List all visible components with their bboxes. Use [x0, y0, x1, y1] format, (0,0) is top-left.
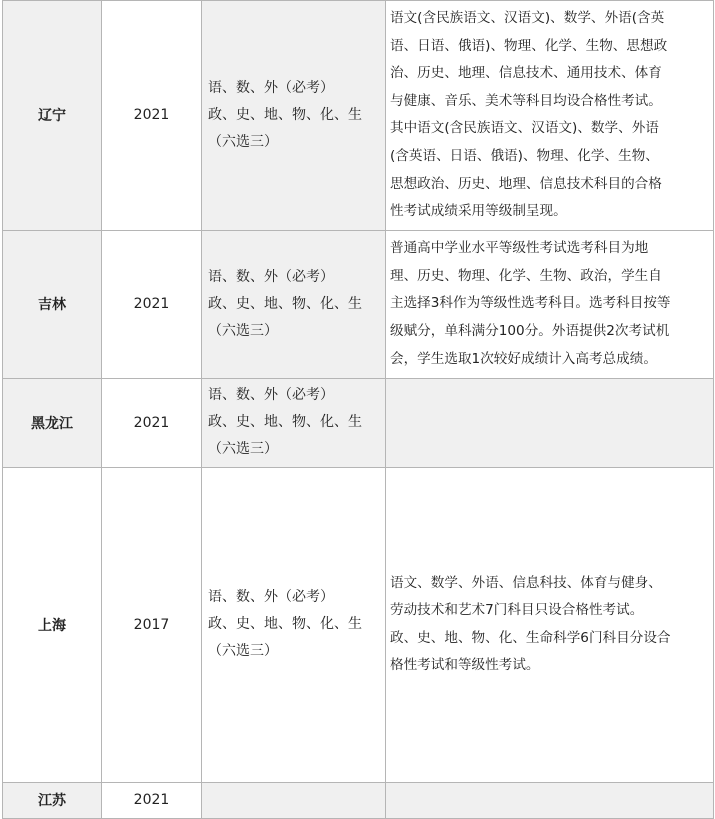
note-line: 政、史、地、物、化、生命科学6门科目分设合: [390, 629, 671, 646]
province-cell: 辽宁: [3, 1, 102, 231]
table-row: [3, 230, 714, 378]
subjects-line: 政、史、地、物、化、生: [208, 295, 362, 312]
gaokao-reform-table: [2, 0, 714, 819]
province-cell: 江苏: [3, 782, 102, 818]
table-row: [3, 467, 714, 782]
subjects-line: （六选三）: [208, 441, 278, 458]
subjects-line: （六选三）: [208, 322, 278, 339]
table-body: [3, 1, 714, 819]
notes-cell: [386, 1, 714, 231]
year-cell: 2017: [102, 467, 202, 782]
year-cell: 2021: [102, 1, 202, 231]
subjects-line: 语、数、外（必考）: [208, 268, 334, 285]
province-cell: 黑龙江: [3, 378, 102, 467]
note-line: 语文、数学、外语、信息科技、体育与健身、: [390, 574, 662, 591]
notes-cell: [386, 782, 714, 818]
note-line: 级赋分，单科满分100分。外语提供2次考试机: [390, 323, 670, 340]
note-line: 语、日语、俄语)、物理、化学、生物、思想政: [390, 37, 668, 54]
notes-cell: [386, 467, 714, 782]
note-line: 普通高中学业水平等级性考试选考科目为地: [390, 240, 649, 257]
note-line: 其中语文(含民族语文、汉语文)、数学、外语: [390, 120, 659, 137]
subjects-line: （六选三）: [208, 133, 278, 150]
subjects-cell: [202, 782, 386, 818]
table-row: [3, 378, 714, 467]
subjects-line: 语、数、外（必考）: [208, 79, 334, 96]
note-paragraph: [390, 115, 709, 225]
table-row: [3, 782, 714, 818]
subjects-cell: [202, 467, 386, 782]
subjects-line: 语、数、外（必考）: [208, 589, 334, 606]
province-cell: 上海: [3, 467, 102, 782]
note-line: 会，学生选取1次较好成绩计入高考总成绩。: [390, 350, 657, 367]
subjects-line: （六选三）: [208, 643, 278, 660]
subjects-cell: [202, 378, 386, 467]
note-paragraph: [390, 235, 709, 373]
note-line: 思想政治、历史、地理、信息技术科目的合格: [390, 175, 662, 192]
note-line: 语文(含民族语文、汉语文)、数学、外语(含英: [390, 10, 665, 26]
note-paragraph: [390, 625, 709, 680]
subjects-cell: [202, 1, 386, 231]
year-cell: 2021: [102, 230, 202, 378]
note-line: 主选择3科作为等级性选考科目。选考科目按等: [390, 295, 671, 312]
notes-cell: [386, 230, 714, 378]
note-line: 与健康、音乐、美术等科目均设合格性考试。: [390, 92, 662, 109]
subjects-line: 语、数、外（必考）: [208, 387, 334, 404]
note-paragraph: [390, 570, 709, 625]
subjects-line: 政、史、地、物、化、生: [208, 106, 362, 123]
subjects-line: 政、史、地、物、化、生: [208, 414, 362, 431]
subjects-line: 政、史、地、物、化、生: [208, 616, 362, 633]
year-cell: 2021: [102, 378, 202, 467]
table-row: [3, 1, 714, 231]
year-cell: 2021: [102, 782, 202, 818]
note-paragraph: [390, 5, 709, 115]
province-cell: 吉林: [3, 230, 102, 378]
note-line: 治、历史、地理、信息技术、通用技术、体育: [390, 65, 662, 82]
note-line: 格性考试和等级性考试。: [390, 657, 540, 674]
note-line: 性考试成绩采用等级制呈现。: [390, 203, 567, 220]
note-line: 理、历史、物理、化学、生物、政治，学生自: [390, 267, 662, 284]
notes-cell: [386, 378, 714, 467]
subjects-cell: [202, 230, 386, 378]
note-line: 劳动技术和艺术7门科目只设合格性考试。: [390, 602, 644, 619]
note-line: (含英语、日语、俄语)、物理、化学、生物、: [390, 147, 659, 164]
